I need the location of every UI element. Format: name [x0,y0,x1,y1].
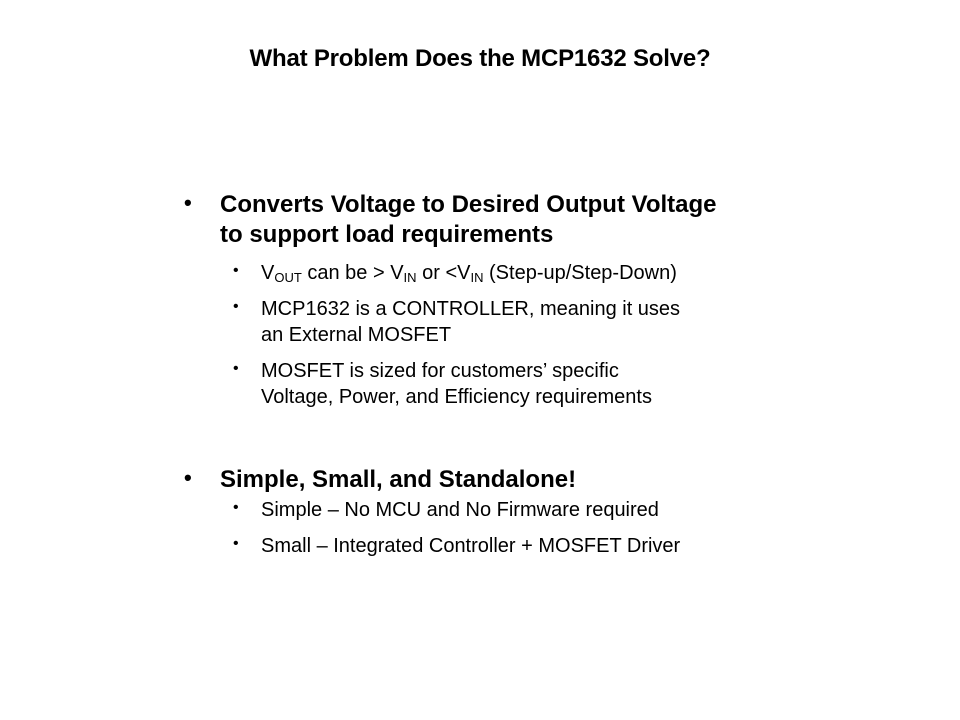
bullet-1-line2: to support load requirements [220,221,554,248]
sub-bullet-controller: MCP1632 is a CONTROLLER, meaning it uses an External MOSFET [261,298,681,346]
sub-bullet-small: Small – Integrated Controller + MOSFET Driver [261,535,681,557]
sub-bullet-vout: $V_{OUT}$ can be > $V_{IN}$ or $<V_{IN}$ (Step-up/Step-Down) [261,262,677,285]
sub-bullet-mosfet: MOSFET is sized for customers’ specific Voltage, Power, and Efficiency requirements [261,360,652,408]
sub-bullet-icon: • [233,262,239,279]
sub-bullet-icon: • [233,535,239,552]
bullet-icon: • [184,190,192,215]
sub-bullet-icon: • [233,499,239,516]
bullet-1-line1: Converts Voltage to Desired Output Voltage [220,191,717,218]
bullet-1-text [220,190,717,250]
bullet-icon: • [184,465,192,490]
slide-title: What Problem Does the MCP1632 Solve? [249,45,711,72]
bullet-2-text: Simple, Small, and Standalone! [220,466,577,493]
sub-bullet-icon: • [233,298,239,315]
sub-bullet-icon: • [233,360,239,377]
sub-bullet-simple: Simple – No MCU and No Firmware required [261,499,659,521]
